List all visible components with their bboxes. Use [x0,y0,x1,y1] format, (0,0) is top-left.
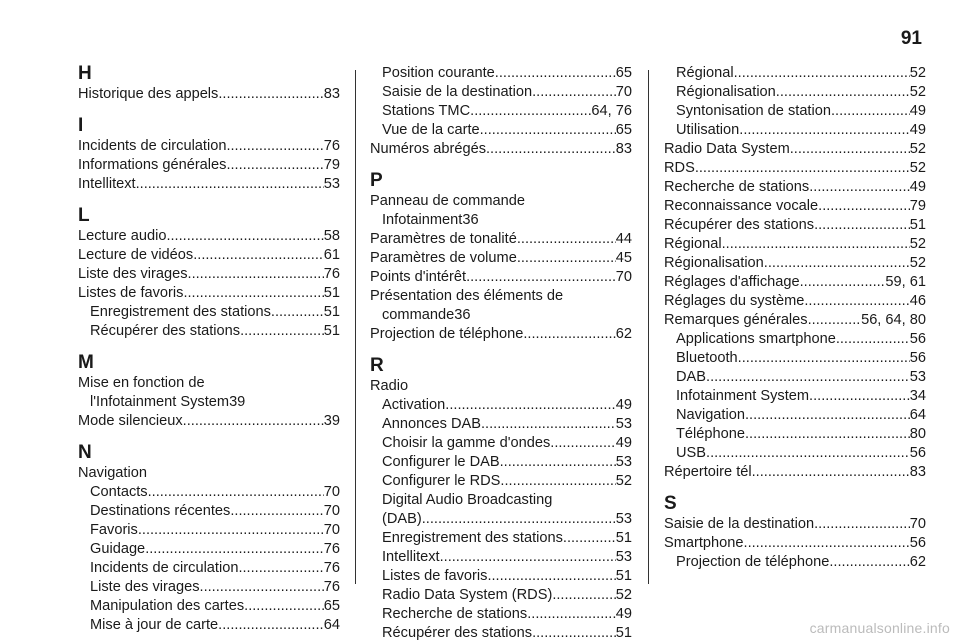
dot-leader [532,83,616,102]
index-heading [370,377,632,396]
entry-page: 79 [323,157,340,173]
index-heading [370,287,632,306]
entry-text: Contacts [90,484,148,500]
index-entry [370,510,632,529]
section-letter: H [78,63,92,84]
index-entry [370,211,632,230]
entry-text: Récupérer des stations [382,625,533,641]
dot-leader [218,85,323,104]
entry-text: Panneau de commande [370,193,525,209]
entry-page: 51 [615,568,632,584]
dot-leader [764,254,910,273]
index-entry [664,64,926,83]
entry-page: 64 [323,617,340,633]
entry-text: commande [382,307,455,323]
dot-leader [138,521,324,540]
entry-text: Paramètres de volume [370,250,517,266]
dot-leader [804,292,909,311]
index-entry [78,246,340,265]
dot-leader [800,273,886,292]
entry-text: Récupérer des stations [664,217,815,233]
entry-page: 83 [615,141,632,157]
entry-text: Listes de favoris [382,568,488,584]
entry-page: 56 [909,331,926,347]
index-entry [370,249,632,268]
index-entry [664,349,926,368]
entry-page: 70 [615,269,632,285]
dot-leader [550,434,616,453]
index-column-2 [370,64,632,643]
index-heading [370,491,632,510]
index-entry [664,425,926,444]
index-entry [78,412,340,431]
index-entry [664,292,926,311]
entry-page: 49 [615,397,632,413]
index-entry [78,227,340,246]
entry-page: 53 [615,511,632,527]
index-entry [78,540,340,559]
entry-page: 62 [615,326,632,342]
index-entry [664,463,926,482]
entry-page: 80 [909,426,926,442]
index-entry [370,268,632,287]
index-entry [664,515,926,534]
entry-page: 52 [909,160,926,176]
dot-leader [495,64,616,83]
dot-leader [148,483,324,502]
entry-text: Activation [382,397,446,413]
entry-page: 58 [323,228,340,244]
index-entry [664,311,926,330]
entry-page: 65 [323,598,340,614]
dot-leader [532,624,616,643]
dot-leader [445,396,615,415]
entry-page: 52 [615,473,632,489]
entry-page: 83 [909,464,926,480]
watermark: carmanualsonline.info [809,620,950,636]
entry-text: Recherche de stations [664,179,810,195]
entry-page: 51 [615,625,632,641]
entry-text: Guidage [90,541,146,557]
entry-page: 62 [909,554,926,570]
entry-text: RDS [664,160,695,176]
dot-leader [422,510,616,529]
entry-text: Bluetooth [676,350,738,366]
index-entry [664,178,926,197]
entry-page: 79 [909,198,926,214]
entry-page: 52 [909,84,926,100]
dot-leader [745,406,910,425]
index-column-1 [78,64,340,635]
entry-page: 70 [323,503,340,519]
entry-page: 49 [909,179,926,195]
entry-text: Historique des appels [78,86,219,102]
dot-leader [829,553,909,572]
dot-leader [480,121,616,140]
entry-text: Incidents de circulation [78,138,227,154]
entry-page: 76 [323,541,340,557]
dot-leader [563,529,616,548]
entry-page: 52 [909,141,926,157]
entry-text: USB [676,445,707,461]
entry-text: Régional [664,236,722,252]
dot-leader [166,227,323,246]
entry-page: 53 [615,549,632,565]
entry-text: Configurer le DAB [382,454,500,470]
entry-text: Recherche de stations [382,606,528,622]
entry-page: 49 [909,122,926,138]
section-letter: R [370,355,384,376]
section-letter: S [664,493,677,514]
entry-text: Liste des virages [90,579,200,595]
entry-text: DAB [676,369,707,385]
dot-leader [487,567,615,586]
entry-text: Manipulation des cartes [90,598,245,614]
entry-text: Informations générales [78,157,227,173]
entry-page: 53 [323,176,340,192]
index-entry [370,605,632,624]
entry-page: 49 [909,103,926,119]
entry-page: 64, 76 [591,103,632,119]
dot-leader [440,548,616,567]
entry-text: Digital Audio Broadcasting [382,492,553,508]
entry-page: 76 [323,579,340,595]
entry-text: Saisie de la destination [664,516,815,532]
entry-page: 70 [909,516,926,532]
dot-leader [200,578,324,597]
dot-leader [752,463,910,482]
entry-text: Points d'intérêt [370,269,467,285]
entry-page: 36 [454,307,471,323]
entry-text: Navigation [78,465,147,481]
dot-leader [814,515,910,534]
dot-leader [500,453,616,472]
section-letter: N [78,442,92,463]
index-entry [370,453,632,472]
index-entry [370,325,632,344]
entry-text: Radio [370,378,409,394]
entry-page: 51 [323,323,340,339]
index-entry [370,83,632,102]
index-entry [664,254,926,273]
entry-text: Annonces DAB [382,416,481,432]
entry-text: Régionalisation [664,255,764,271]
index-entry [664,140,926,159]
index-entry [664,387,926,406]
dot-leader [722,235,910,254]
entry-page: 56 [909,445,926,461]
dot-leader [738,349,910,368]
entry-text: Saisie de la destination [382,84,533,100]
section-letter: I [78,115,84,136]
entry-page: 61 [323,247,340,263]
entry-text: Infotainment [382,212,463,228]
entry-text: Intellitext [382,549,440,565]
entry-text: Syntonisation de station [676,103,831,119]
entry-text: Listes de favoris [78,285,184,301]
entry-page: 53 [615,416,632,432]
index-entry [664,235,926,254]
entry-text: Régional [676,65,734,81]
entry-page: 70 [323,522,340,538]
index-entry [78,502,340,521]
entry-page: 46 [909,293,926,309]
column-divider [648,70,649,584]
index-entry [78,559,340,578]
entry-text: Récupérer des stations [90,323,241,339]
section-letter: L [78,205,90,226]
dot-leader [814,216,910,235]
index-entry [370,102,632,121]
entry-page: 49 [615,435,632,451]
entry-page: 53 [909,369,926,385]
entry-text: Enregistrement des stations [382,530,563,546]
dot-leader [226,156,323,175]
index-entry [78,521,340,540]
index-entry [664,159,926,178]
entry-page: 51 [909,217,926,233]
entry-page: 76 [323,266,340,282]
dot-leader [188,265,324,284]
index-entry [664,330,926,349]
index-entry [78,616,340,635]
index-entry [78,483,340,502]
entry-page: 51 [323,285,340,301]
index-entry [370,64,632,83]
entry-text: Lecture de vidéos [78,247,194,263]
dot-leader [466,268,616,287]
entry-text: Infotainment System [676,388,810,404]
entry-text: Position courante [382,65,495,81]
index-entry [664,121,926,140]
dot-leader [523,325,615,344]
entry-text: Téléphone [676,426,745,442]
page-number: 91 [900,28,922,49]
dot-leader [552,586,615,605]
entry-page: 39 [229,394,246,410]
entry-text: Enregistrement des stations [90,304,271,320]
dot-leader [240,322,324,341]
entry-page: 70 [615,84,632,100]
index-column-3 [664,64,926,572]
index-entry [370,586,632,605]
dot-leader [808,311,861,330]
dot-leader [517,230,616,249]
dot-leader [831,102,910,121]
section-letter: M [78,352,94,373]
index-entry [664,534,926,553]
dot-leader [238,559,323,578]
index-entry [664,197,926,216]
dot-leader [809,387,910,406]
entry-page: 44 [615,231,632,247]
index-entry [78,284,340,303]
dot-leader [136,175,324,194]
dot-leader [517,249,616,268]
entry-text: Projection de téléphone [370,326,524,342]
dot-leader [271,303,324,322]
entry-page: 59, 61 [885,274,926,290]
index-entry [664,444,926,463]
index-entry [664,406,926,425]
dot-leader [470,102,591,121]
dot-leader [818,197,910,216]
entry-text: Utilisation [676,122,740,138]
index-entry [78,303,340,322]
index-entry [664,216,926,235]
index-entry [370,434,632,453]
index-entry [78,137,340,156]
dot-leader [481,415,616,434]
entry-page: 51 [615,530,632,546]
dot-leader [218,616,324,635]
entry-text: Vue de la carte [382,122,480,138]
index-entry [370,230,632,249]
entry-text: Applications smartphone [676,331,836,347]
index-entry [664,83,926,102]
entry-text: Intellitext [78,176,136,192]
entry-text: Mode silencieux [78,413,183,429]
entry-page: 83 [323,86,340,102]
index-entry [370,121,632,140]
entry-text: Incidents de circulation [90,560,239,576]
dot-leader [695,159,910,178]
dot-leader [183,284,323,303]
index-entry [370,548,632,567]
entry-text: Présentation des éléments de [370,288,564,304]
entry-text: Reconnaissance vocale [664,198,819,214]
entry-text: Configurer le RDS [382,473,501,489]
dot-leader [193,246,324,265]
entry-page: 70 [323,484,340,500]
entry-text: Stations TMC [382,103,471,119]
entry-page: 45 [615,250,632,266]
dot-leader [183,412,324,431]
entry-text: l'Infotainment System [90,394,230,410]
entry-page: 64 [909,407,926,423]
dot-leader [734,64,910,83]
index-heading [78,374,340,393]
dot-leader [809,178,910,197]
entry-text: Choisir la gamme d'ondes [382,435,551,451]
entry-page: 52 [909,255,926,271]
entry-page: 34 [909,388,926,404]
entry-text: Smartphone [664,535,744,551]
index-entry [370,472,632,491]
entry-text: Réglages du système [664,293,805,309]
entry-page: 76 [323,560,340,576]
index-entry [664,368,926,387]
column-divider [355,70,356,584]
entry-text: Paramètres de tonalité [370,231,517,247]
entry-text: Réglages d'affichage [664,274,800,290]
index-entry [664,273,926,292]
dot-leader [836,330,910,349]
entry-text: Numéros abrégés [370,141,486,157]
entry-page: 65 [615,122,632,138]
entry-text: Remarques générales [664,312,808,328]
index-entry [370,415,632,434]
index-entry [78,175,340,194]
entry-text: Régionalisation [676,84,776,100]
entry-text: Radio Data System (RDS) [382,587,553,603]
entry-text: Mise à jour de carte [90,617,219,633]
dot-leader [790,140,910,159]
dot-leader [230,502,323,521]
dot-leader [776,83,910,102]
index-entry [78,578,340,597]
entry-text: (DAB) [382,511,422,527]
entry-text: Répertoire tél [664,464,752,480]
entry-page: 52 [909,65,926,81]
dot-leader [744,534,910,553]
entry-page: 53 [615,454,632,470]
dot-leader [244,597,324,616]
entry-page: 56 [909,350,926,366]
index-entry [78,156,340,175]
dot-leader [145,540,324,559]
index-entry [78,393,340,412]
entry-page: 65 [615,65,632,81]
entry-page: 56, 64, 80 [861,312,926,328]
entry-text: Radio Data System [664,141,790,157]
entry-text: Favoris [90,522,138,538]
index-entry [370,396,632,415]
entry-text: Projection de téléphone [676,554,830,570]
entry-text: Navigation [676,407,745,423]
index-entry [664,553,926,572]
index-entry [370,306,632,325]
dot-leader [739,121,910,140]
entry-text: Destinations récentes [90,503,231,519]
entry-page: 56 [909,535,926,551]
entry-page: 36 [462,212,479,228]
entry-text: Lecture audio [78,228,167,244]
entry-page: 52 [615,587,632,603]
entry-page: 76 [323,138,340,154]
dot-leader [527,605,616,624]
index-entry [370,140,632,159]
entry-page: 49 [615,606,632,622]
index-entry [78,597,340,616]
index-entry [370,624,632,643]
entry-text: Mise en fonction de [78,375,205,391]
dot-leader [486,140,616,159]
entry-page: 51 [323,304,340,320]
index-entry [370,567,632,586]
entry-page: 39 [323,413,340,429]
dot-leader [706,444,910,463]
index-entry [78,85,340,104]
index-heading [78,464,340,483]
index-entry [78,322,340,341]
index-entry [664,102,926,121]
dot-leader [226,137,323,156]
section-letter: P [370,170,383,191]
dot-leader [706,368,910,387]
entry-page: 52 [909,236,926,252]
dot-leader [745,425,910,444]
dot-leader [500,472,615,491]
index-entry [78,265,340,284]
index-entry [370,529,632,548]
entry-text: Liste des virages [78,266,188,282]
index-heading [370,192,632,211]
